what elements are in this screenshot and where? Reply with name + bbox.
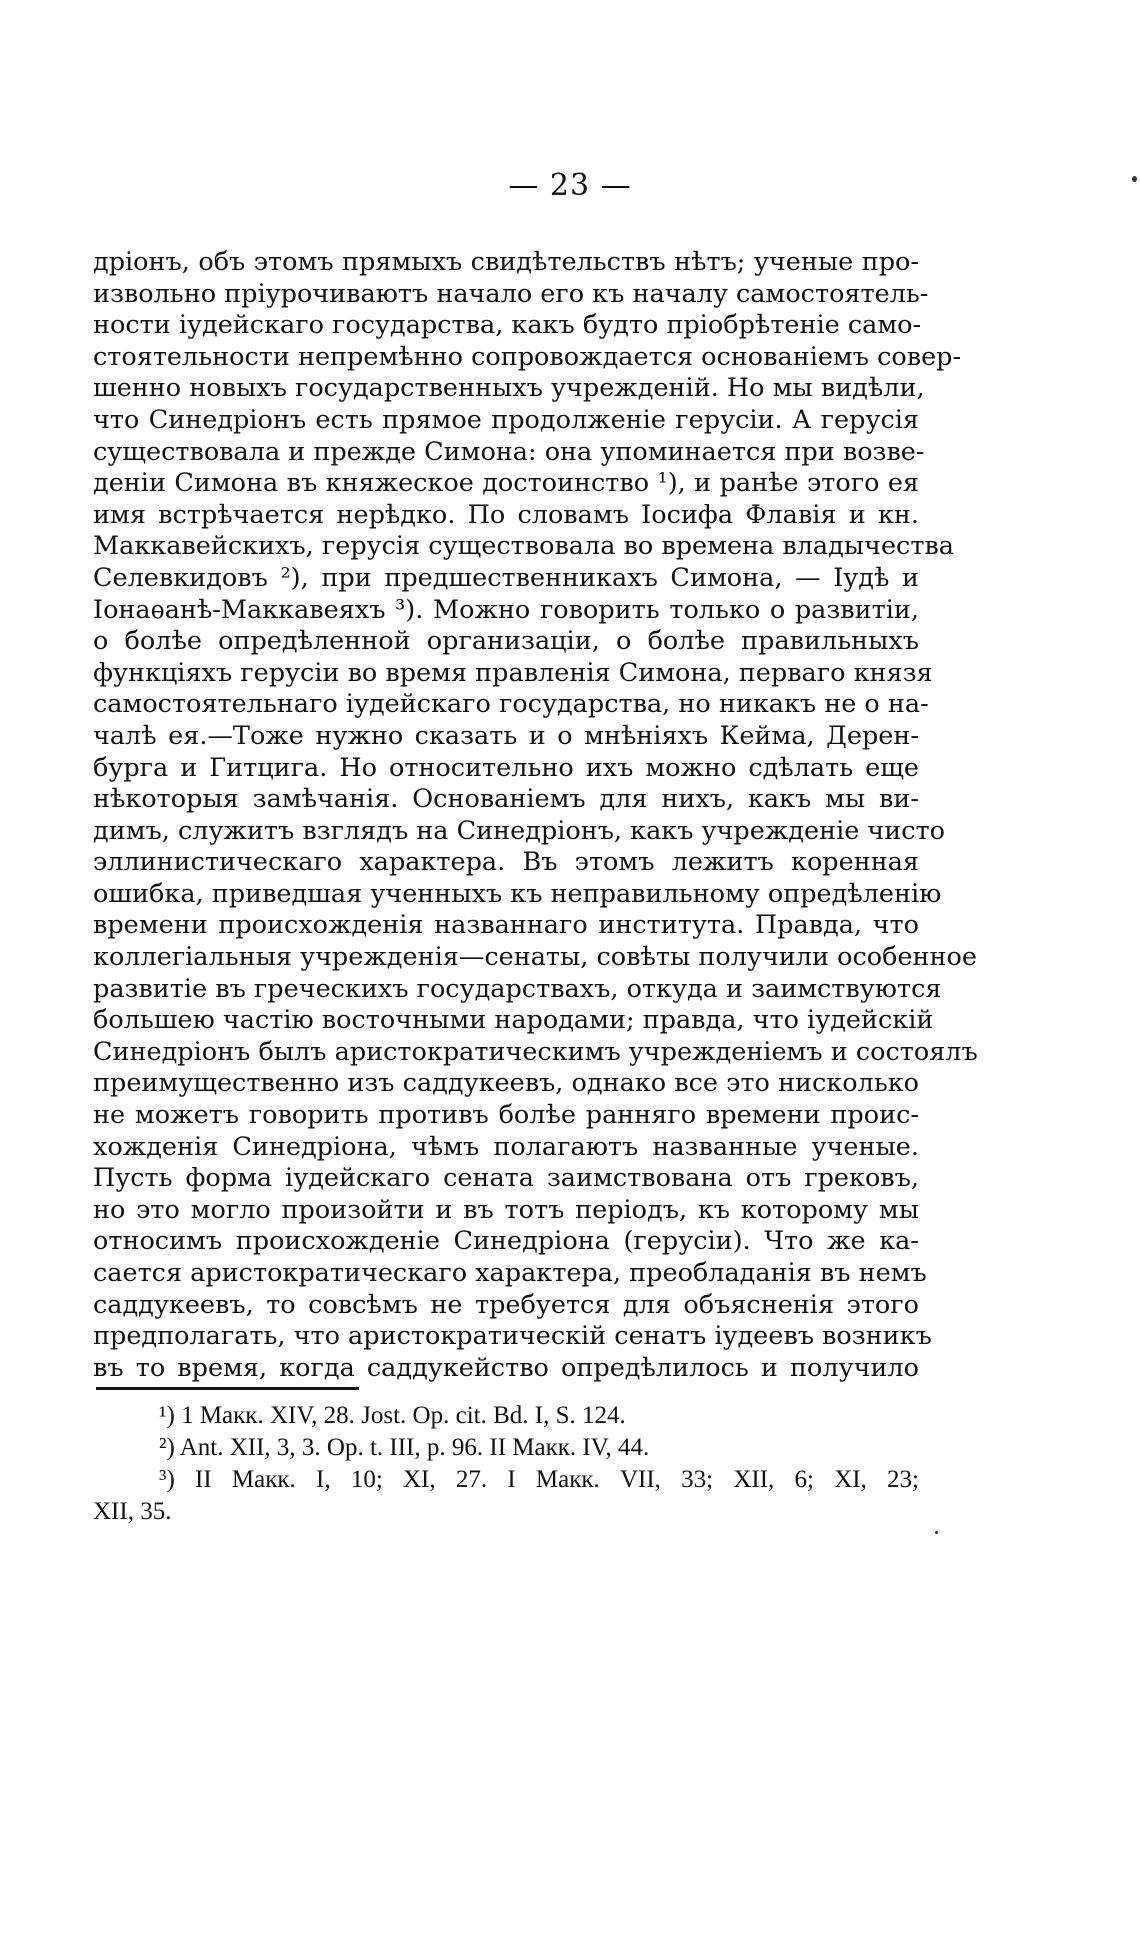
page-number: — 23 — <box>508 168 632 203</box>
footnote-3-continuation: XII, 35. <box>93 1498 172 1525</box>
footnote-1: ¹) 1 Макк. XIV, 28. Jost. Op. cit. Bd. I, S. 124. <box>159 1402 626 1429</box>
text-line: самостоятельнаго іудейскаго государства, но никакъ не о на- <box>93 689 929 720</box>
text-line: Пусть форма іудейскаго сената заимствована отъ грековъ, <box>93 1163 919 1194</box>
text-line: въ то время, когда саддукейство опредѣлилось и получило <box>93 1352 919 1383</box>
scan-speck <box>1132 176 1137 182</box>
text-line: функціяхъ герусіи во время правленія Симона, перваго князя <box>93 657 933 688</box>
body-text <box>93 247 978 1384</box>
text-line: ошибка, приведшая ученныхъ къ неправильному опредѣленію <box>93 878 942 909</box>
text-line: Маккавейскихъ, герусія существовала во времена владычества <box>93 531 954 562</box>
text-line: извольно пріурочиваютъ начало его къ началу самостоятель- <box>93 278 929 309</box>
footnote-rule <box>96 1387 359 1390</box>
text-line: преимущественно изъ саддукеевъ, однако все это нисколько <box>93 1068 919 1099</box>
text-line: дріонъ, объ этомъ прямыхъ свидѣтельствъ нѣтъ; ученые про- <box>93 247 919 277</box>
text-line: Синедріонъ былъ аристократическимъ учрежденіемъ и состоялъ <box>93 1036 978 1067</box>
text-line: Іонаѳанѣ-Маккавеяхъ ³). Можно говорить только о развитіи, <box>93 594 919 625</box>
text-line: существовала и прежде Симона: она упоминается при возве- <box>93 436 925 467</box>
text-line: что Синедріонъ есть прямое продолженіе герусіи. А герусія <box>93 404 919 435</box>
text-line: хожденія Синедріона, чѣмъ полагаютъ названные ученые. <box>93 1131 919 1162</box>
text-line: сается аристократическаго характера, преобладанія въ немъ <box>93 1258 927 1288</box>
text-line: чалѣ ея.—Тоже нужно сказать и о мнѣніяхъ Кейма, Дерен- <box>93 720 919 751</box>
text-line: времени происхожденія названнаго института. Правда, что <box>93 910 919 941</box>
text-line: саддукеевъ, то совсѣмъ не требуется для объясненія этого <box>93 1289 919 1320</box>
text-line: предполагать, что аристократическій сенатъ іудеевъ возникъ <box>93 1321 932 1352</box>
text-line: деніи Симона въ княжеское достоинство ¹), и ранѣе этого ея <box>93 468 919 499</box>
text-line: коллегіальныя учрежденія—сенаты, совѣты получили особенное <box>93 942 977 973</box>
text-line: бурга и Гитцига. Но относительно ихъ можно сдѣлать еще <box>93 752 919 783</box>
footnotes <box>93 1400 919 1528</box>
text-line: имя встрѣчается нерѣдко. По словамъ Іосифа Флавія и кн. <box>93 499 919 530</box>
scan-speck <box>935 1531 938 1534</box>
text-line: стоятельности непремѣнно сопровождается основаніемъ совер- <box>93 341 962 372</box>
text-line: ности іудейскаго государства, какъ будто пріобрѣтеніе само- <box>93 310 922 341</box>
footnote-2: ²) Ant. XII, 3, 3. Op. t. III, p. 96. II Макк. IV, 44. <box>159 1434 650 1461</box>
text-line: димъ, служитъ взглядъ на Синедріонъ, какъ учрежденіе чисто <box>93 815 946 846</box>
text-line: большею частію восточными народами; правда, что іудейскій <box>93 1005 934 1036</box>
text-line: развитіе въ греческихъ государствахъ, откуда и заимствуются <box>93 973 942 1004</box>
text-line: нѣкоторыя замѣчанія. Основаніемъ для нихъ, какъ мы ви- <box>93 784 919 815</box>
text-line: Селевкидовъ ²), при предшественникахъ Симона, — Іудѣ и <box>93 562 919 593</box>
text-line: но это могло произойти и въ тотъ періодъ, къ которому мы <box>93 1194 919 1225</box>
text-line: не можетъ говорить противъ болѣе ранняго времени проис- <box>93 1100 919 1131</box>
text-line: эллинистическаго характера. Въ этомъ лежитъ коренная <box>93 847 919 878</box>
footnote-3: ³) II Макк. I, 10; XI, 27. I Макк. VII, 33; XII, 6; XI, 23; <box>159 1466 919 1493</box>
text-line: шенно новыхъ государственныхъ учрежденій. Но мы видѣли, <box>93 373 925 404</box>
text-line: относимъ происхожденіе Синедріона (герусіи). Что же ка- <box>93 1226 919 1257</box>
text-line: о болѣе опредѣленной организаціи, о болѣе правильныхъ <box>93 626 919 657</box>
